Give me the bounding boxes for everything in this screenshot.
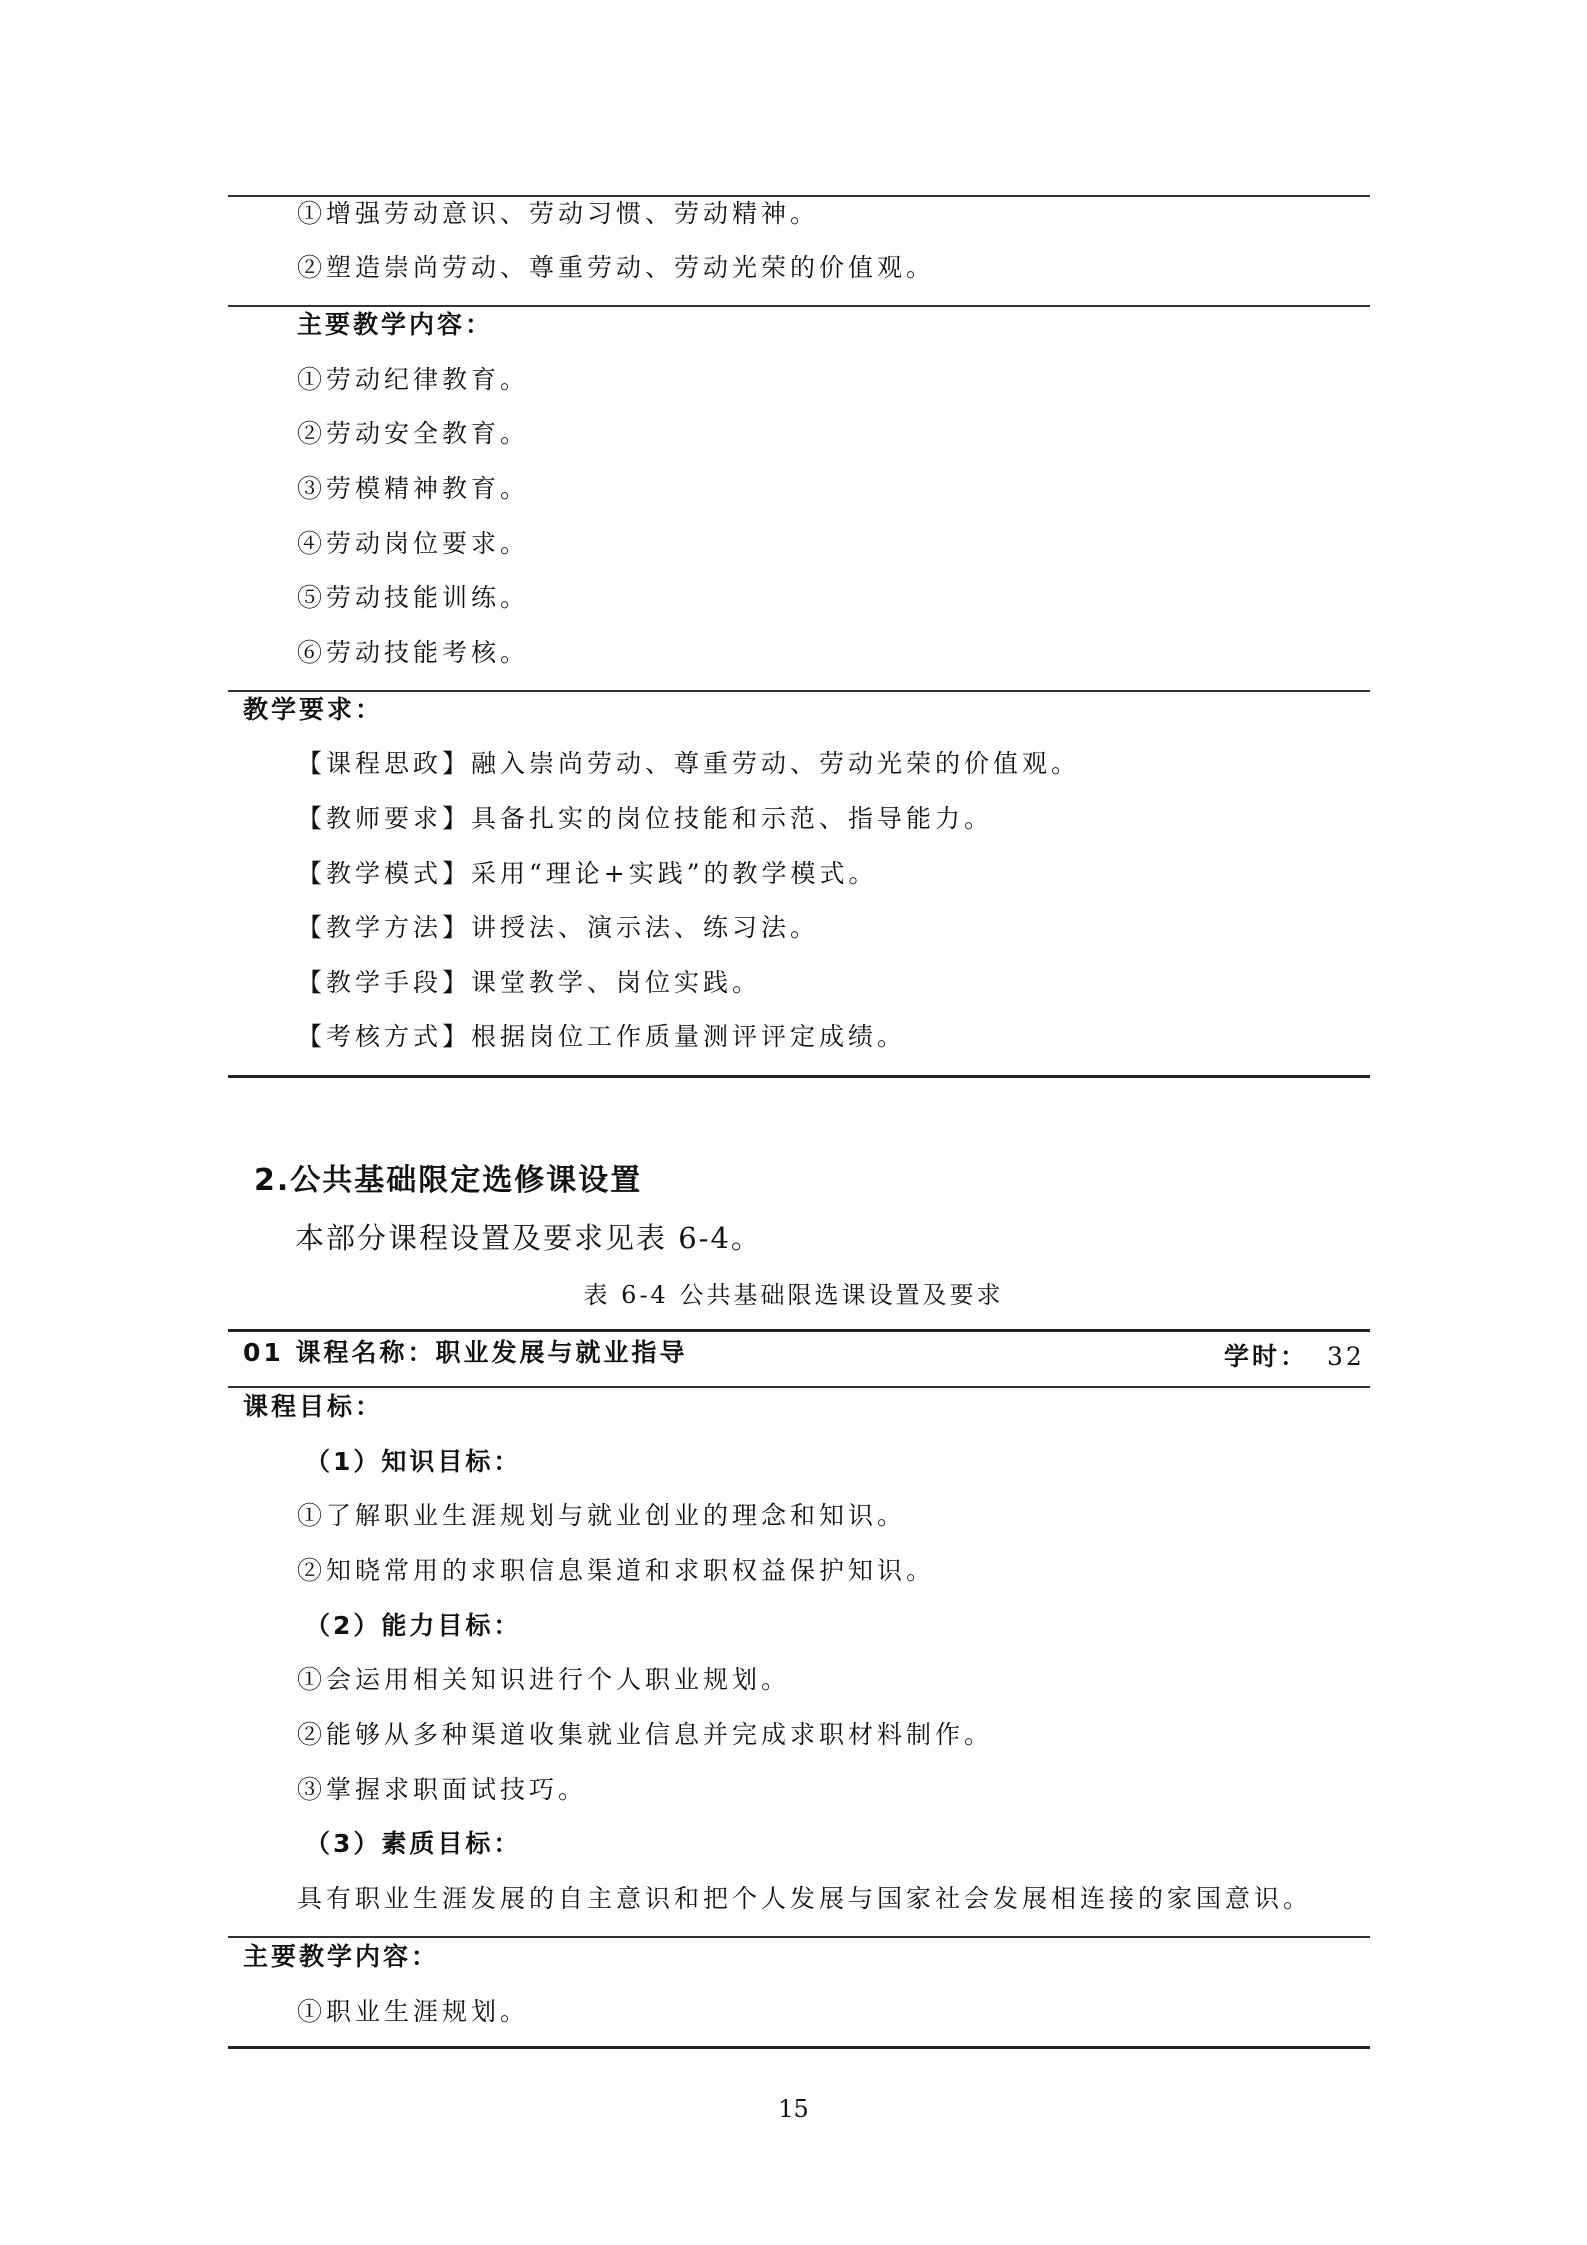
content-item: ⑥劳动技能考核。 (297, 638, 530, 667)
ability-item: ②能够从多种渠道收集就业信息并完成求职材料制作。 (297, 1720, 994, 1749)
requirement-item: 【教学模式】采用“理论+实践”的教学模式。 (297, 859, 878, 888)
table-top-rule (228, 1329, 1370, 1332)
knowledge-item: ①了解职业生涯规划与就业创业的理念和知识。 (297, 1501, 907, 1530)
table-bottom-rule (228, 1075, 1370, 1078)
goal-item: ②塑造崇尚劳动、尊重劳动、劳动光荣的价值观。 (297, 253, 936, 282)
content-item: ②劳动安全教育。 (297, 419, 530, 448)
section-intro: 本部分课程设置及要求见表 6-4。 (295, 1221, 762, 1255)
course-content-label: 主要教学内容： (243, 1942, 440, 1971)
table-rule (228, 195, 1370, 197)
content-label: 主要教学内容： (297, 310, 494, 339)
requirement-item: 【考核方式】根据岗位工作质量测评评定成绩。 (297, 1022, 907, 1051)
table-rule (228, 305, 1370, 307)
course-content-item: ①职业生涯规划。 (297, 1997, 530, 2026)
requirement-item: 【教学手段】课堂教学、岗位实践。 (297, 968, 762, 997)
content-item: ⑤劳动技能训练。 (297, 583, 530, 612)
knowledge-label: （1）知识目标： (305, 1447, 522, 1476)
table-bottom-rule (228, 2046, 1370, 2049)
table-caption: 表 6-4 公共基础限选课设置及要求 (583, 1281, 1004, 1309)
quality-item: 具有职业生涯发展的自主意识和把个人发展与国家社会发展相连接的家国意识。 (297, 1884, 1313, 1913)
course-hours (1224, 1337, 1365, 1373)
course-name: 01 课程名称：职业发展与就业指导 (243, 1338, 688, 1367)
requirement-item: 【教师要求】具备扎实的岗位技能和示范、指导能力。 (297, 804, 994, 833)
content-item: ①劳动纪律教育。 (297, 365, 530, 394)
ability-item: ①会运用相关知识进行个人职业规划。 (297, 1665, 791, 1694)
content-item: ④劳动岗位要求。 (297, 529, 530, 558)
requirement-item: 【课程思政】融入崇尚劳动、尊重劳动、劳动光荣的价值观。 (297, 749, 1081, 778)
table-rule (228, 690, 1370, 692)
goals-label: 课程目标： (243, 1392, 384, 1421)
ability-item: ③掌握求职面试技巧。 (297, 1775, 588, 1804)
requirement-item: 【教学方法】讲授法、演示法、练习法。 (297, 913, 820, 942)
goal-item: ①增强劳动意识、劳动习惯、劳动精神。 (297, 199, 820, 228)
hours-label: 学时： (1224, 1342, 1309, 1371)
table-rule (228, 1936, 1370, 1938)
quality-label: （3）素质目标： (305, 1829, 522, 1858)
hours-value: 32 (1326, 1342, 1365, 1371)
page-number: 15 (778, 2095, 809, 2123)
section-heading: 2.公共基础限定选修课设置 (254, 1163, 643, 1198)
content-item: ③劳模精神教育。 (297, 474, 530, 503)
table-rule (228, 1386, 1370, 1388)
ability-label: （2）能力目标： (305, 1611, 522, 1640)
requirements-label: 教学要求： (243, 695, 384, 724)
knowledge-item: ②知晓常用的求职信息渠道和求职权益保护知识。 (297, 1556, 936, 1585)
